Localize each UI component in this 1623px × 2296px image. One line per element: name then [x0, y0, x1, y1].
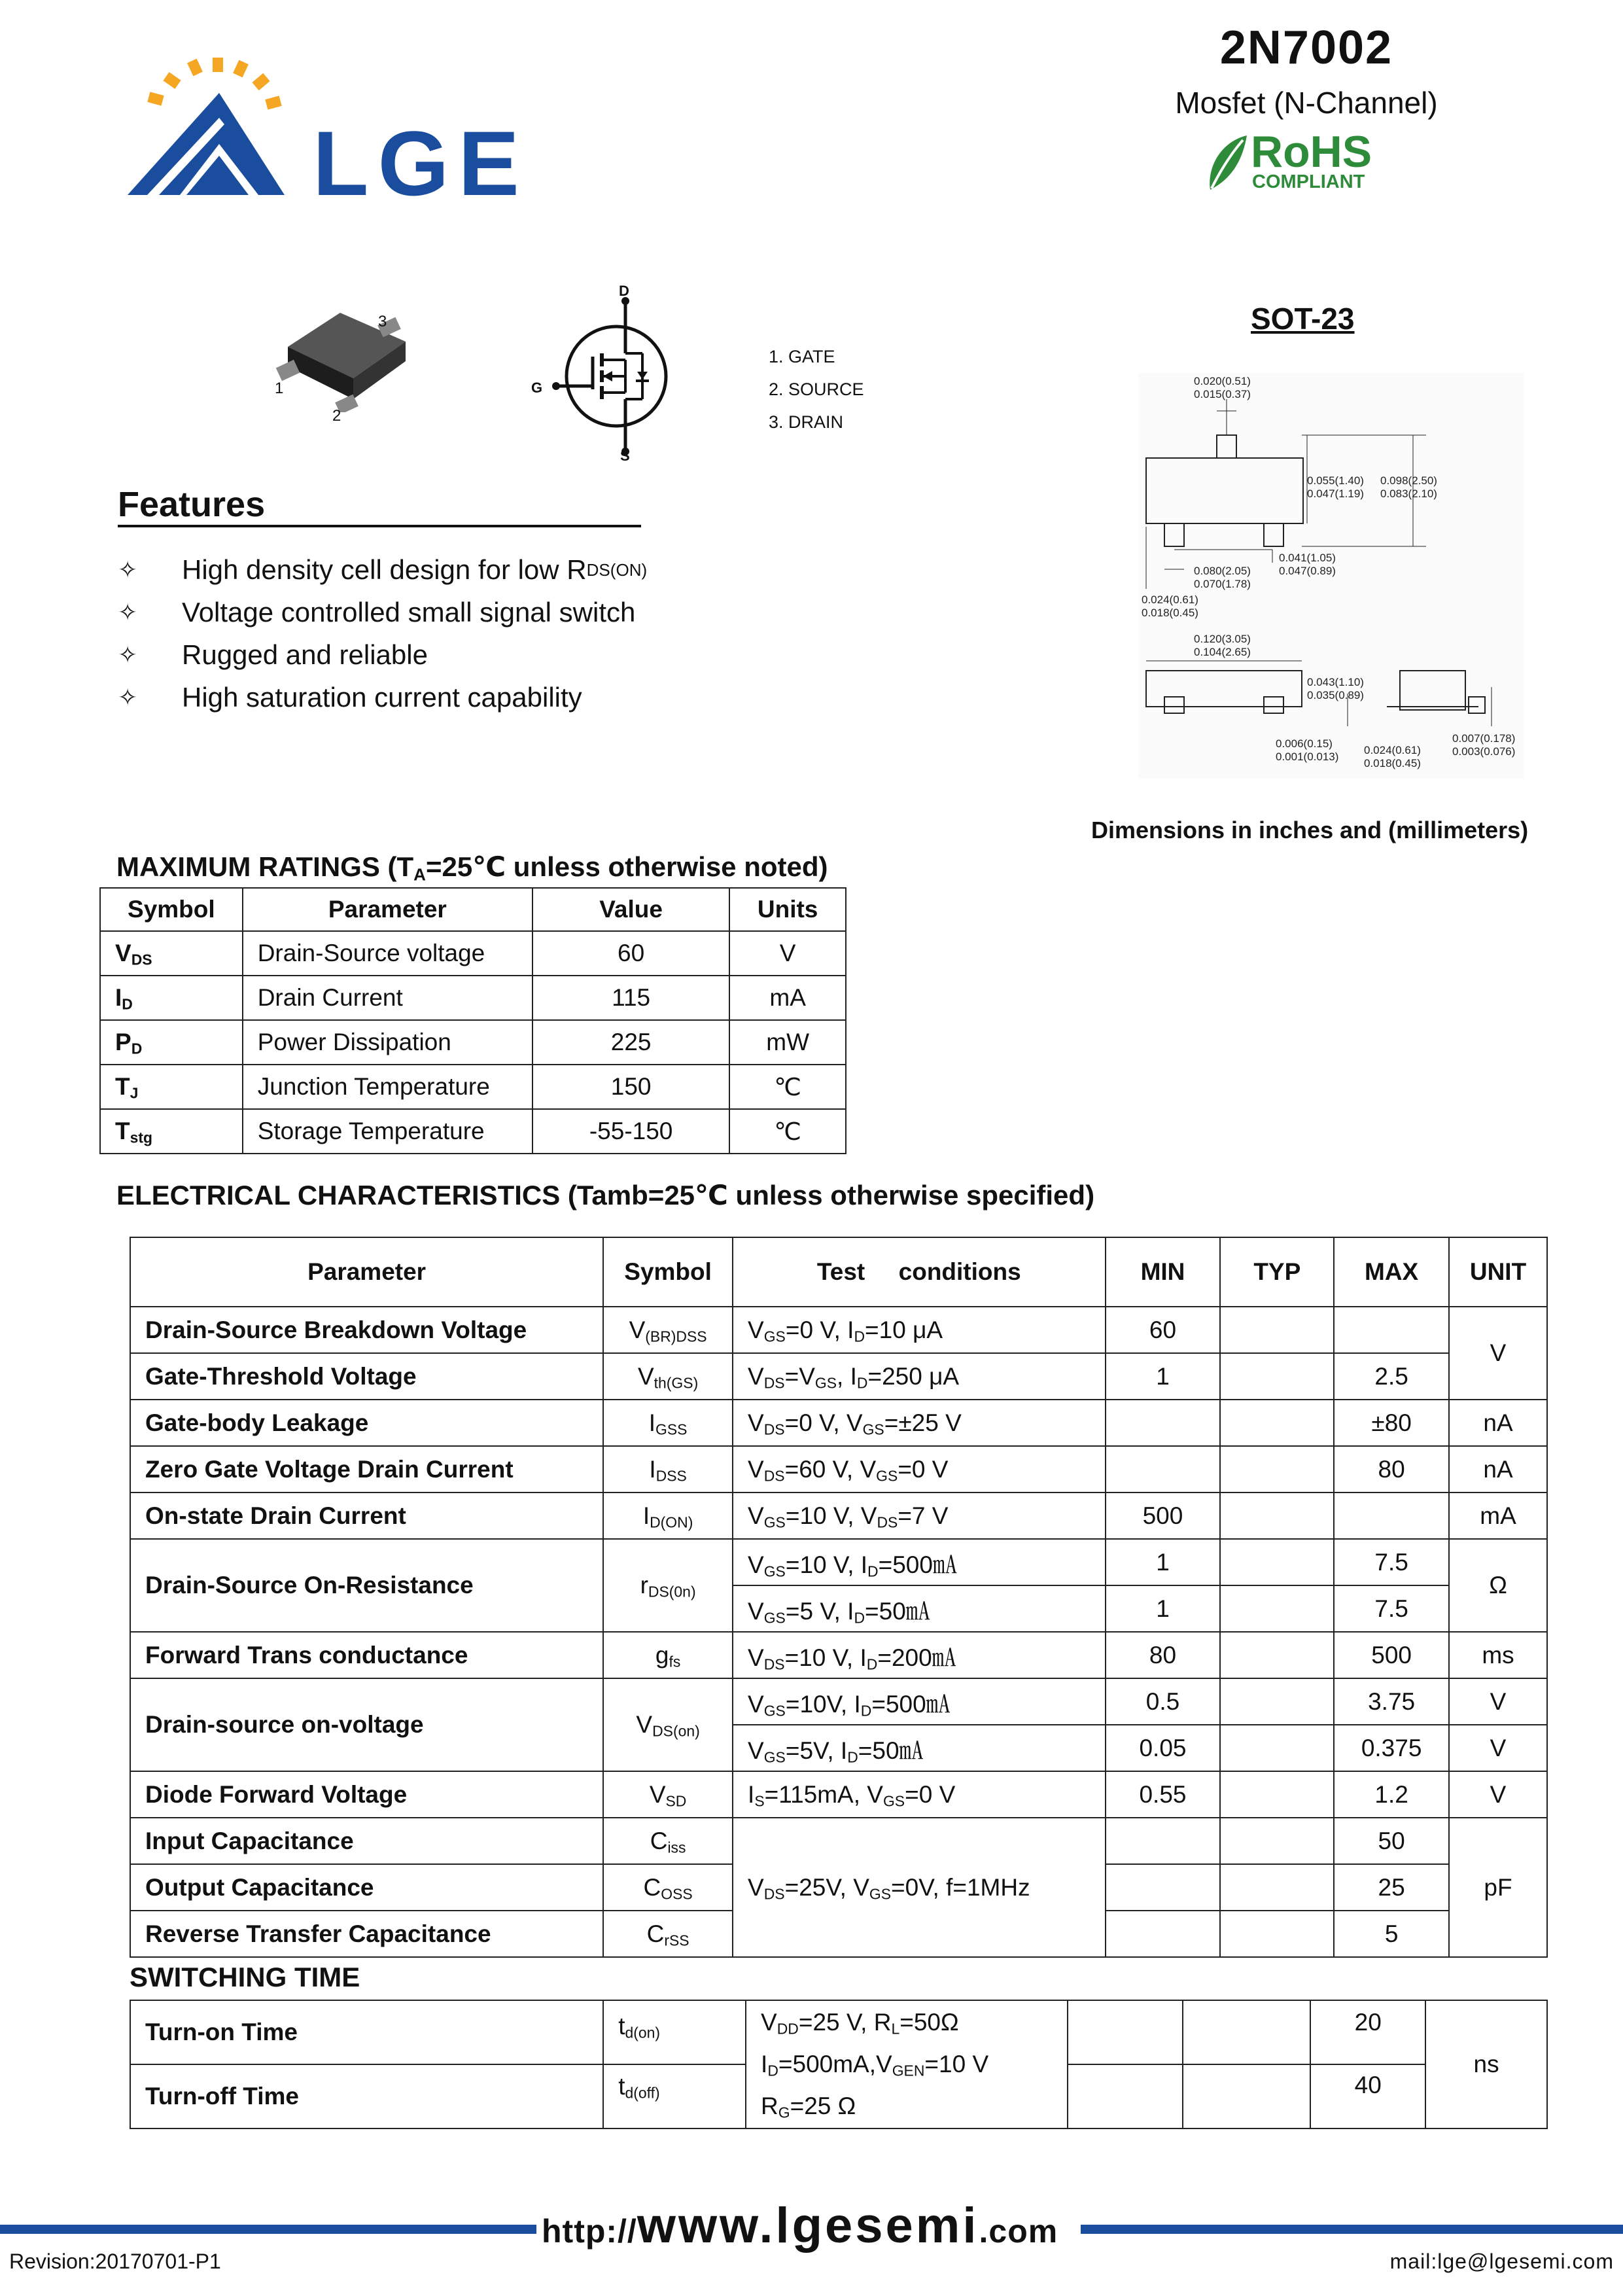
table-row: $I_D$ Drain Current 115 mA — [100, 976, 846, 1020]
feature-item: ✧ Voltage controlled small signal switch — [118, 596, 636, 627]
electrical-title: ELECTRICAL CHARACTERISTICS (Tamb=25℃ unless otherwise specified) — [116, 1180, 1095, 1210]
table-row: $V_{GS}=5V$, $I_D=50㎃$ 0.05 0.375 V — [130, 1725, 1547, 1771]
table-header-row: Symbol Parameter Value Units — [100, 888, 846, 931]
table-row: Drain-Source On-Resistance $r_{DS(0n)}$ $V_{GS}=10$ V, $I_D=500㎃$ 1 7.5 Ω — [130, 1539, 1547, 1585]
diamond-bullet-icon: ✧ — [118, 556, 138, 583]
table-header-row: Parameter Symbol Test conditions MIN TYP MAX UNIT — [130, 1237, 1547, 1307]
package-dimensions-drawing — [1138, 373, 1524, 779]
diamond-bullet-icon: ✧ — [118, 641, 138, 668]
symbol-gate-label: G — [531, 380, 543, 396]
part-number: 2N7002 — [1219, 22, 1393, 74]
dim-label: 0.001(0.013) — [1276, 751, 1339, 763]
dim-label: 0.007(0.178) — [1452, 732, 1516, 745]
symbol-drain-label: D — [619, 283, 629, 299]
pin-label: 1. GATE — [769, 347, 835, 366]
table-row: On-state Drain Current $I_{D(ON)}$ $V_{GS}=10$ V, $V_{DS}=7$ V 500 mA — [130, 1492, 1547, 1539]
dim-label: 0.070(1.78) — [1194, 578, 1251, 590]
diamond-bullet-icon: ✧ — [118, 598, 138, 626]
dim-label: 0.015(0.37) — [1194, 388, 1251, 400]
table-row: Reverse Transfer Capacitance $C_{rSS}$ 5 — [130, 1911, 1547, 1957]
logo-mark-icon — [128, 52, 285, 203]
symbol-source-label: S — [620, 448, 630, 464]
switching-table — [130, 2000, 1548, 2129]
feature-item: ✧ High saturation current capability — [118, 681, 582, 713]
rohs-compliant: COMPLIANT — [1252, 171, 1365, 192]
feature-item: ✧ Rugged and reliable — [118, 639, 428, 670]
dim-label: 0.120(3.05) — [1194, 633, 1251, 645]
table-row: Diode Forward Voltage $V_{SD}$ $I_S=115mA$, $V_{GS}=0$ V 0.55 1.2 V — [130, 1771, 1547, 1818]
dim-label: 0.018(0.45) — [1142, 607, 1198, 619]
table-row: Forward Trans conductance $g_{fs}$ $V_{DS}=10$ V, $I_D=200㎃$ 80 500 ms — [130, 1632, 1547, 1678]
table-row: $V_{GS}=5$ V, $I_D=50㎃$ 1 7.5 — [130, 1585, 1547, 1632]
table-row: Drain-Source Breakdown Voltage $V_{(BR)DSS}$ $V_{GS}=0$ V, $I_D=10$ μA 60 V — [130, 1307, 1547, 1353]
dim-label: 0.047(0.89) — [1279, 565, 1336, 577]
part-subtitle: Mosfet (N-Channel) — [1175, 86, 1438, 120]
table-row: Zero Gate Voltage Drain Current $I_{DSS}$ $V_{DS}=60$ V, $V_{GS}=0$ V 80 nA — [130, 1446, 1547, 1492]
pin-number-2: 2 — [332, 407, 341, 425]
table-row: Turn-off Time $t_{d(off)}$ 40 — [130, 2064, 1547, 2128]
dim-label: 0.055(1.40) — [1307, 474, 1364, 487]
dim-label: 0.043(1.10) — [1307, 676, 1364, 688]
table-row: $T_{stg}$ Storage Temperature -55-150 ℃ — [100, 1109, 846, 1154]
max-ratings-title: MAXIMUM RATINGS ($T_A=25℃$ unless otherwise noted) — [116, 851, 828, 885]
dim-label: 0.047(1.19) — [1307, 487, 1364, 500]
logo-text: LGE — [313, 112, 529, 215]
features-list — [118, 548, 647, 718]
table-row: Turn-on Time $t_{d(on)}$ $V_{DD}=25$ V, $R_L=50\Omega$ $I_D=500mA,V_{GEN}=10$ V $R_G=25$ Ω 20 ns — [130, 2000, 1547, 2064]
package-3d-icon — [275, 301, 419, 412]
features-heading — [118, 484, 641, 527]
revision-text: Revision:20170701-P1 — [9, 2250, 221, 2273]
footer-bar-left — [0, 2225, 536, 2234]
table-row: Drain-source on-voltage $V_{DS(on)}$ $V_{GS}=10V$, $I_D=500㎃$ 0.5 3.75 V — [130, 1678, 1547, 1725]
max-ratings-table — [99, 887, 846, 1154]
dim-label: 0.080(2.05) — [1194, 565, 1251, 577]
dim-label: 0.006(0.15) — [1276, 737, 1333, 750]
dim-label: 0.020(0.51) — [1194, 375, 1251, 387]
dim-label: 0.083(2.10) — [1380, 487, 1437, 500]
footer-url[interactable]: http://www.lgesemi.com — [542, 2198, 1058, 2253]
pin-number-3: 3 — [378, 313, 387, 330]
footer-bar-right — [1081, 2225, 1623, 2234]
dim-label: 0.104(2.65) — [1194, 646, 1251, 658]
table-row: Output Capacitance $C_{OSS}$ 25 — [130, 1864, 1547, 1911]
pin-label: 3. DRAIN — [769, 412, 844, 432]
table-row: Gate-Threshold Voltage $V_{th(GS)}$ $V_{DS}=V_{GS}$, $I_D=250$ μA 1 2.5 — [130, 1353, 1547, 1400]
table-row: Gate-body Leakage $I_{GSS}$ $V_{DS}=0$ V, $V_{GS}=\pm 25$ V ±80 nA — [130, 1400, 1547, 1446]
features-title: Features — [118, 485, 266, 524]
feature-item: ✧ High density cell design for low R DS(ON) — [118, 554, 648, 585]
table-row: $V_{DS}$ Drain-Source voltage 60 V — [100, 931, 846, 976]
pin-label: 2. SOURCE — [769, 380, 864, 399]
footer-mail[interactable]: mail:lge@lgesemi.com — [1389, 2250, 1614, 2273]
rohs-label: RoHS — [1251, 127, 1372, 177]
dim-label: 0.018(0.45) — [1364, 757, 1421, 769]
table-row: Input Capacitance $C_{iss}$ $V_{DS}=25V$, $V_{GS}=0V$, f=1MHz 50 pF — [130, 1818, 1547, 1864]
pin-number-1: 1 — [275, 380, 284, 397]
dim-label: 0.024(0.61) — [1364, 744, 1421, 756]
switching-title: SWITCHING TIME — [130, 1962, 360, 1992]
rohs-leaf-icon — [1204, 132, 1249, 191]
dim-label: 0.003(0.076) — [1452, 745, 1516, 758]
electrical-table — [130, 1237, 1548, 1958]
pin-list — [769, 347, 864, 445]
table-row: $T_J$ Junction Temperature 150 ℃ — [100, 1065, 846, 1109]
diamond-bullet-icon: ✧ — [118, 683, 138, 711]
package-name: SOT-23 — [1251, 302, 1355, 336]
dim-label: 0.098(2.50) — [1380, 474, 1437, 487]
table-row: $P_D$ Power Dissipation 225 mW — [100, 1020, 846, 1065]
dim-label: 0.024(0.61) — [1142, 593, 1198, 606]
dimensions-note: Dimensions in inches and (millimeters) — [1091, 817, 1529, 843]
mosfet-symbol-icon — [530, 288, 674, 465]
dim-label: 0.041(1.05) — [1279, 552, 1336, 564]
dim-label: 0.035(0.89) — [1307, 689, 1364, 701]
